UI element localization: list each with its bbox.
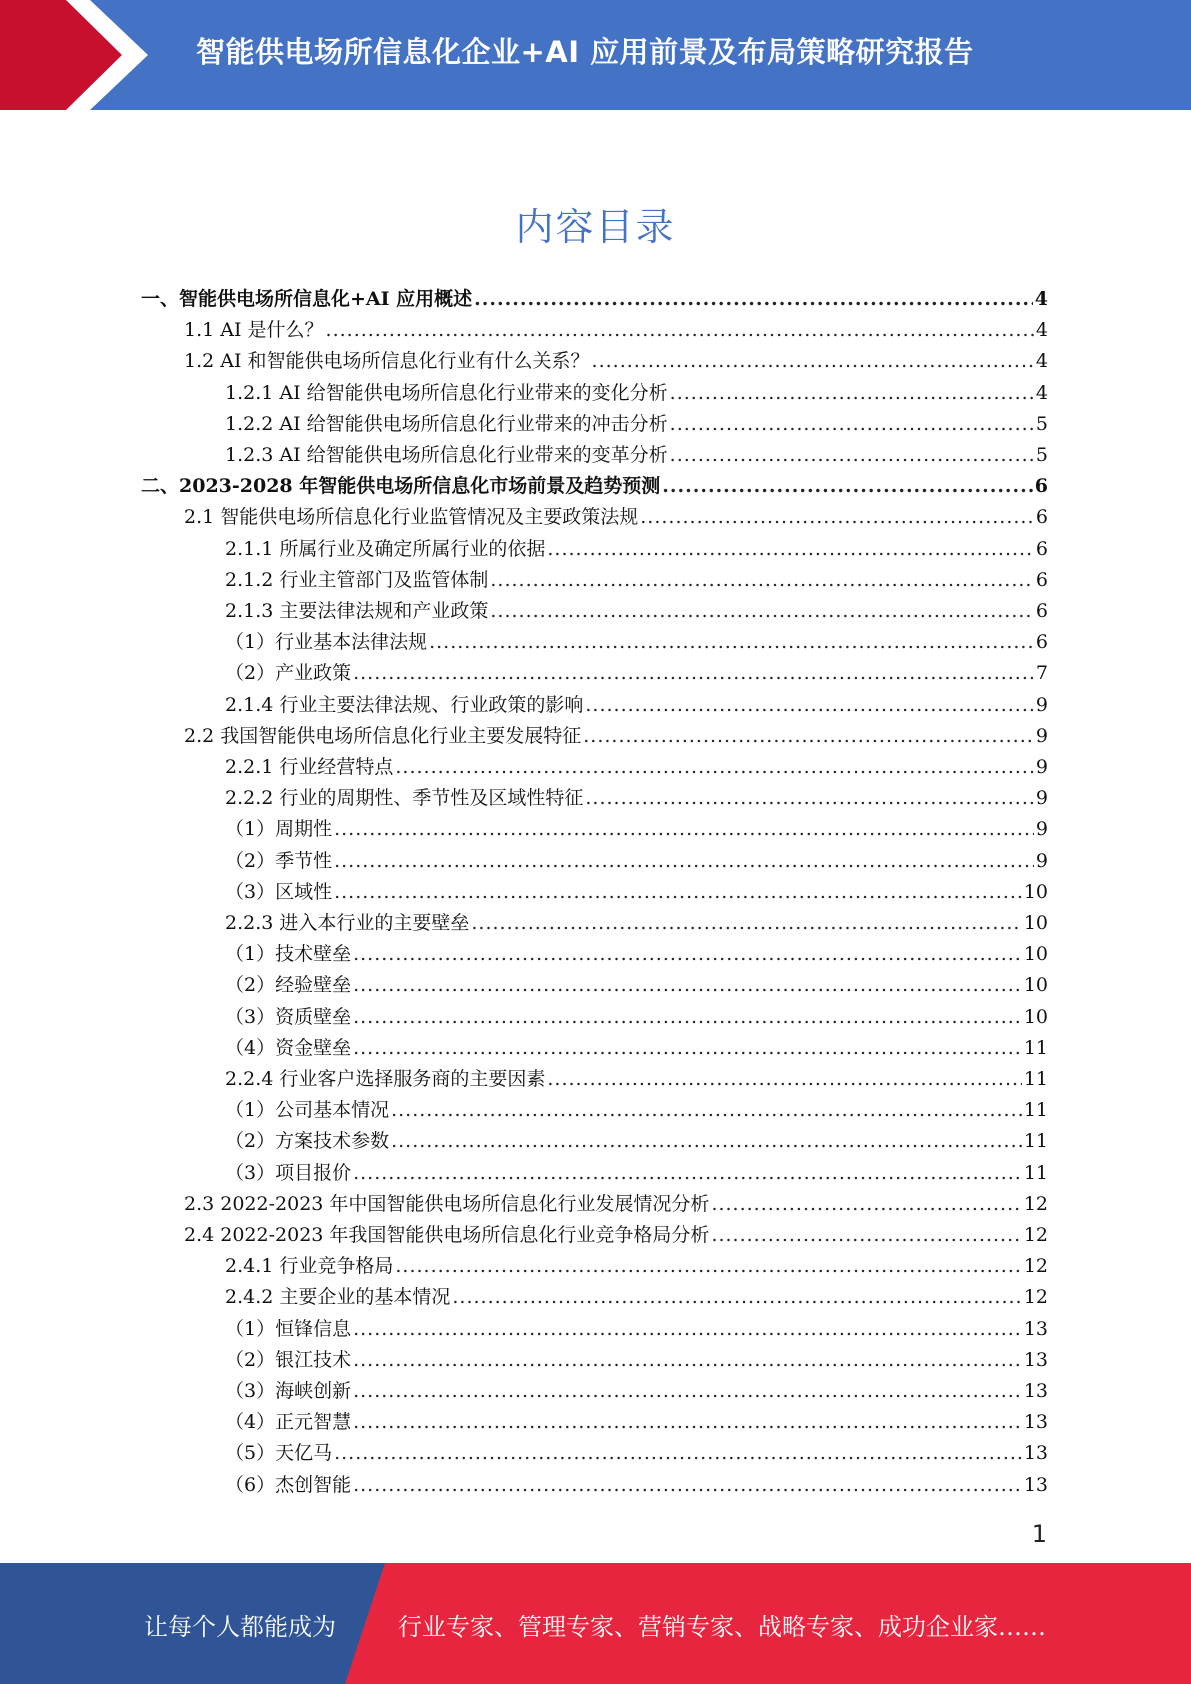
toc-entry-page: 6 xyxy=(1035,538,1048,560)
toc-leader-dots xyxy=(474,284,1033,315)
toc-leader-dots xyxy=(353,1158,1022,1189)
toc-entry[interactable] xyxy=(225,534,1048,565)
toc-entry-page: 10 xyxy=(1023,1006,1048,1028)
toc-entry[interactable] xyxy=(225,1407,1048,1438)
toc-entry-page: 6 xyxy=(1035,506,1048,528)
toc-leader-dots xyxy=(353,1002,1022,1033)
page-number: 1 xyxy=(1031,1520,1047,1548)
toc-entry-page: 11 xyxy=(1023,1037,1048,1059)
toc-entry-page: 10 xyxy=(1023,974,1048,996)
toc-entry[interactable] xyxy=(184,1220,1048,1251)
toc-leader-dots xyxy=(490,596,1034,627)
toc-entry-label: 1.2.2 AI 给智能供电场所信息化行业带来的冲击分析 xyxy=(225,413,668,435)
toc-entry-page: 7 xyxy=(1035,662,1048,684)
toc-entry-label: 2.4.1 行业竞争格局 xyxy=(225,1255,394,1277)
toc-entry[interactable] xyxy=(225,378,1048,409)
toc-leader-dots xyxy=(395,752,1034,783)
toc-entry-page: 10 xyxy=(1023,881,1048,903)
toc-entry-label: 1.2 AI 和智能供电场所信息化行业有什么关系？ xyxy=(184,350,590,372)
toc-leader-dots xyxy=(353,1314,1022,1345)
toc-entry-label: （1）行业基本法律法规 xyxy=(225,631,428,653)
toc-entry-label: 2.2 我国智能供电场所信息化行业主要发展特征 xyxy=(184,725,582,747)
footer-slogan-left: 让每个人都能成为 xyxy=(144,1613,336,1641)
toc-entry-page: 9 xyxy=(1035,725,1048,747)
toc-entry[interactable] xyxy=(225,1470,1048,1501)
toc-leader-dots xyxy=(429,627,1034,658)
toc-entry-page: 11 xyxy=(1023,1099,1048,1121)
toc-entry[interactable] xyxy=(225,1033,1048,1064)
toc-entry-page: 6 xyxy=(1035,600,1048,622)
toc-entry[interactable] xyxy=(225,1126,1048,1157)
page-header xyxy=(0,0,1191,110)
toc-leader-dots xyxy=(391,1095,1022,1126)
toc-entry-label: （2）方案技术参数 xyxy=(225,1130,390,1152)
toc-entry[interactable] xyxy=(225,877,1048,908)
toc-entry-label: （2）季节性 xyxy=(225,850,333,872)
toc-entry-page: 9 xyxy=(1035,818,1048,840)
toc-leader-dots xyxy=(353,658,1034,689)
toc-entry-label: 2.1.3 主要法律法规和产业政策 xyxy=(225,600,489,622)
toc-leader-dots xyxy=(391,1126,1022,1157)
toc-entry-page: 5 xyxy=(1035,444,1048,466)
toc-leader-dots xyxy=(353,1470,1022,1501)
footer-slogan-right: 行业专家、管理专家、营销专家、战略专家、成功企业家…… xyxy=(398,1613,1046,1641)
toc-entry-page: 4 xyxy=(1035,319,1048,341)
toc-entry[interactable] xyxy=(225,1282,1048,1313)
toc-entry-page: 13 xyxy=(1023,1442,1048,1464)
toc-entry-label: （3）区域性 xyxy=(225,881,333,903)
toc-entry-page: 4 xyxy=(1035,350,1048,372)
toc-entry[interactable] xyxy=(225,1158,1048,1189)
toc-leader-dots xyxy=(670,409,1034,440)
toc-entry[interactable] xyxy=(225,1095,1048,1126)
toc-entry[interactable] xyxy=(184,315,1048,346)
toc-leader-dots xyxy=(711,1189,1021,1220)
toc-entry-label: 2.1.1 所属行业及确定所属行业的依据 xyxy=(225,538,546,560)
toc-heading: 内容目录 xyxy=(515,205,676,249)
toc-entry[interactable] xyxy=(141,471,1048,502)
toc-entry-label: （1）周期性 xyxy=(225,818,333,840)
toc-entry-label: 1.2.3 AI 给智能供电场所信息化行业带来的变革分析 xyxy=(225,444,668,466)
toc-entry-page: 13 xyxy=(1023,1349,1048,1371)
toc-entry-label: （3）项目报价 xyxy=(225,1162,352,1184)
toc-entry-page: 13 xyxy=(1023,1474,1048,1496)
toc-entry[interactable] xyxy=(225,1345,1048,1376)
toc-leader-dots xyxy=(452,1282,1021,1313)
toc-entry-label: 二、2023-2028 年智能供电场所信息化市场前景及趋势预测 xyxy=(141,475,661,497)
toc-entry-page: 9 xyxy=(1035,787,1048,809)
toc-entry-page: 13 xyxy=(1023,1380,1048,1402)
toc-leader-dots xyxy=(490,565,1034,596)
toc-leader-dots xyxy=(395,1251,1021,1282)
toc-entry[interactable] xyxy=(225,440,1048,471)
toc-entry[interactable] xyxy=(225,658,1048,689)
toc-entry-label: （1）恒锋信息 xyxy=(225,1318,352,1340)
toc-entry-page: 6 xyxy=(1034,475,1048,497)
toc-entry-page: 12 xyxy=(1023,1193,1048,1215)
toc-entry-label: 2.2.3 进入本行业的主要壁垒 xyxy=(225,912,470,934)
page-footer xyxy=(0,1563,1191,1684)
toc-leader-dots xyxy=(471,908,1021,939)
toc-leader-dots xyxy=(547,534,1034,565)
toc-entry[interactable] xyxy=(225,409,1048,440)
toc-leader-dots xyxy=(711,1220,1021,1251)
toc-entry-page: 4 xyxy=(1035,382,1048,404)
toc-entry-label: 1.2.1 AI 给智能供电场所信息化行业带来的变化分析 xyxy=(225,382,668,404)
toc-entry-page: 12 xyxy=(1023,1286,1048,1308)
toc-entry[interactable] xyxy=(225,596,1048,627)
toc-entry-label: 2.2.1 行业经营特点 xyxy=(225,756,394,778)
toc-entry-page: 12 xyxy=(1023,1224,1048,1246)
toc-entry[interactable] xyxy=(225,752,1048,783)
toc-entry-page: 13 xyxy=(1023,1318,1048,1340)
toc-entry[interactable] xyxy=(225,690,1048,721)
toc-entry-label: 2.2.4 行业客户选择服务商的主要因素 xyxy=(225,1068,546,1090)
toc-leader-dots xyxy=(353,1345,1022,1376)
toc-leader-dots xyxy=(585,783,1034,814)
toc-entry-page: 13 xyxy=(1023,1411,1048,1433)
toc-entry-page: 9 xyxy=(1035,756,1048,778)
toc-leader-dots xyxy=(334,814,1034,845)
toc-leader-dots xyxy=(583,721,1034,752)
toc-entry-label: 2.2.2 行业的周期性、季节性及区域性特征 xyxy=(225,787,584,809)
toc-entry-page: 6 xyxy=(1035,569,1048,591)
toc-entry-page: 12 xyxy=(1023,1255,1048,1277)
toc-entry[interactable] xyxy=(225,1002,1048,1033)
toc-entry[interactable] xyxy=(225,565,1048,596)
toc-leader-dots xyxy=(662,471,1033,502)
toc-entry-label: 2.4 2022-2023 年我国智能供电场所信息化行业竞争格局分析 xyxy=(184,1224,710,1246)
toc-entry[interactable] xyxy=(225,1376,1048,1407)
toc-entry-page: 10 xyxy=(1023,912,1048,934)
toc-entry-label: （2）产业政策 xyxy=(225,662,352,684)
toc-leader-dots xyxy=(353,1033,1022,1064)
toc-entry-label: 2.1.4 行业主要法律法规、行业政策的影响 xyxy=(225,694,584,716)
toc-leader-dots xyxy=(592,346,1034,377)
toc-entry[interactable] xyxy=(225,1438,1048,1469)
toc-entry-label: 1.1 AI 是什么？ xyxy=(184,319,324,341)
toc-entry-label: （4）资金壁垒 xyxy=(225,1037,352,1059)
toc-entry-label: （3）海峡创新 xyxy=(225,1380,352,1402)
toc-leader-dots xyxy=(334,877,1022,908)
toc-entry[interactable] xyxy=(225,846,1048,877)
toc-entry[interactable] xyxy=(141,284,1048,315)
toc-entry-page: 10 xyxy=(1023,943,1048,965)
toc-entry[interactable] xyxy=(225,1251,1048,1282)
toc-entry[interactable] xyxy=(225,783,1048,814)
toc-entry-label: （2）经验壁垒 xyxy=(225,974,352,996)
toc-leader-dots xyxy=(353,1407,1022,1438)
toc-leader-dots xyxy=(670,378,1034,409)
toc-entry-label: 2.3 2022-2023 年中国智能供电场所信息化行业发展情况分析 xyxy=(184,1193,710,1215)
toc-leader-dots xyxy=(640,502,1034,533)
toc-entry-label: （1）技术壁垒 xyxy=(225,943,352,965)
toc-entry-page: 9 xyxy=(1035,694,1048,716)
toc-leader-dots xyxy=(353,939,1022,970)
toc-entry[interactable] xyxy=(184,1189,1048,1220)
toc-entry[interactable] xyxy=(225,627,1048,658)
toc-entry-label: 2.4.2 主要企业的基本情况 xyxy=(225,1286,451,1308)
toc-leader-dots xyxy=(547,1064,1021,1095)
toc-leader-dots xyxy=(334,1438,1022,1469)
toc-entry-page: 6 xyxy=(1035,631,1048,653)
toc-entry[interactable] xyxy=(225,908,1048,939)
toc-entry-page: 11 xyxy=(1023,1162,1048,1184)
toc-leader-dots xyxy=(334,846,1034,877)
toc-entry-label: （3）资质壁垒 xyxy=(225,1006,352,1028)
toc-leader-dots xyxy=(326,315,1034,346)
toc-entry[interactable] xyxy=(225,970,1048,1001)
toc-entry-label: （4）正元智慧 xyxy=(225,1411,352,1433)
toc-entry[interactable] xyxy=(225,1064,1048,1095)
toc-entry-page: 11 xyxy=(1023,1130,1048,1152)
toc-entry-label: 一、智能供电场所信息化+AI 应用概述 xyxy=(141,288,473,310)
toc-leader-dots xyxy=(585,690,1034,721)
toc-entry[interactable] xyxy=(184,502,1048,533)
toc-entry[interactable] xyxy=(184,346,1048,377)
toc-leader-dots xyxy=(353,970,1022,1001)
toc-entry-label: （6）杰创智能 xyxy=(225,1474,352,1496)
toc-entry-page: 11 xyxy=(1023,1068,1048,1090)
toc-entry-label: （2）银江技术 xyxy=(225,1349,352,1371)
report-title: 智能供电场所信息化企业+AI 应用前景及布局策略研究报告 xyxy=(196,35,974,69)
toc-entry-label: 2.1.2 行业主管部门及监管体制 xyxy=(225,569,489,591)
toc-entry-label: （1）公司基本情况 xyxy=(225,1099,390,1121)
toc-entry[interactable] xyxy=(225,1314,1048,1345)
toc-leader-dots xyxy=(353,1376,1022,1407)
toc-entry[interactable] xyxy=(225,939,1048,970)
toc-entry-label: （5）天亿马 xyxy=(225,1442,333,1464)
toc-entry-page: 5 xyxy=(1035,413,1048,435)
toc-entry-page: 4 xyxy=(1034,288,1048,310)
toc-entry[interactable] xyxy=(184,721,1048,752)
toc-entry-label: 2.1 智能供电场所信息化行业监管情况及主要政策法规 xyxy=(184,506,639,528)
toc-entry[interactable] xyxy=(225,814,1048,845)
toc-entry-page: 9 xyxy=(1035,850,1048,872)
toc-leader-dots xyxy=(670,440,1034,471)
